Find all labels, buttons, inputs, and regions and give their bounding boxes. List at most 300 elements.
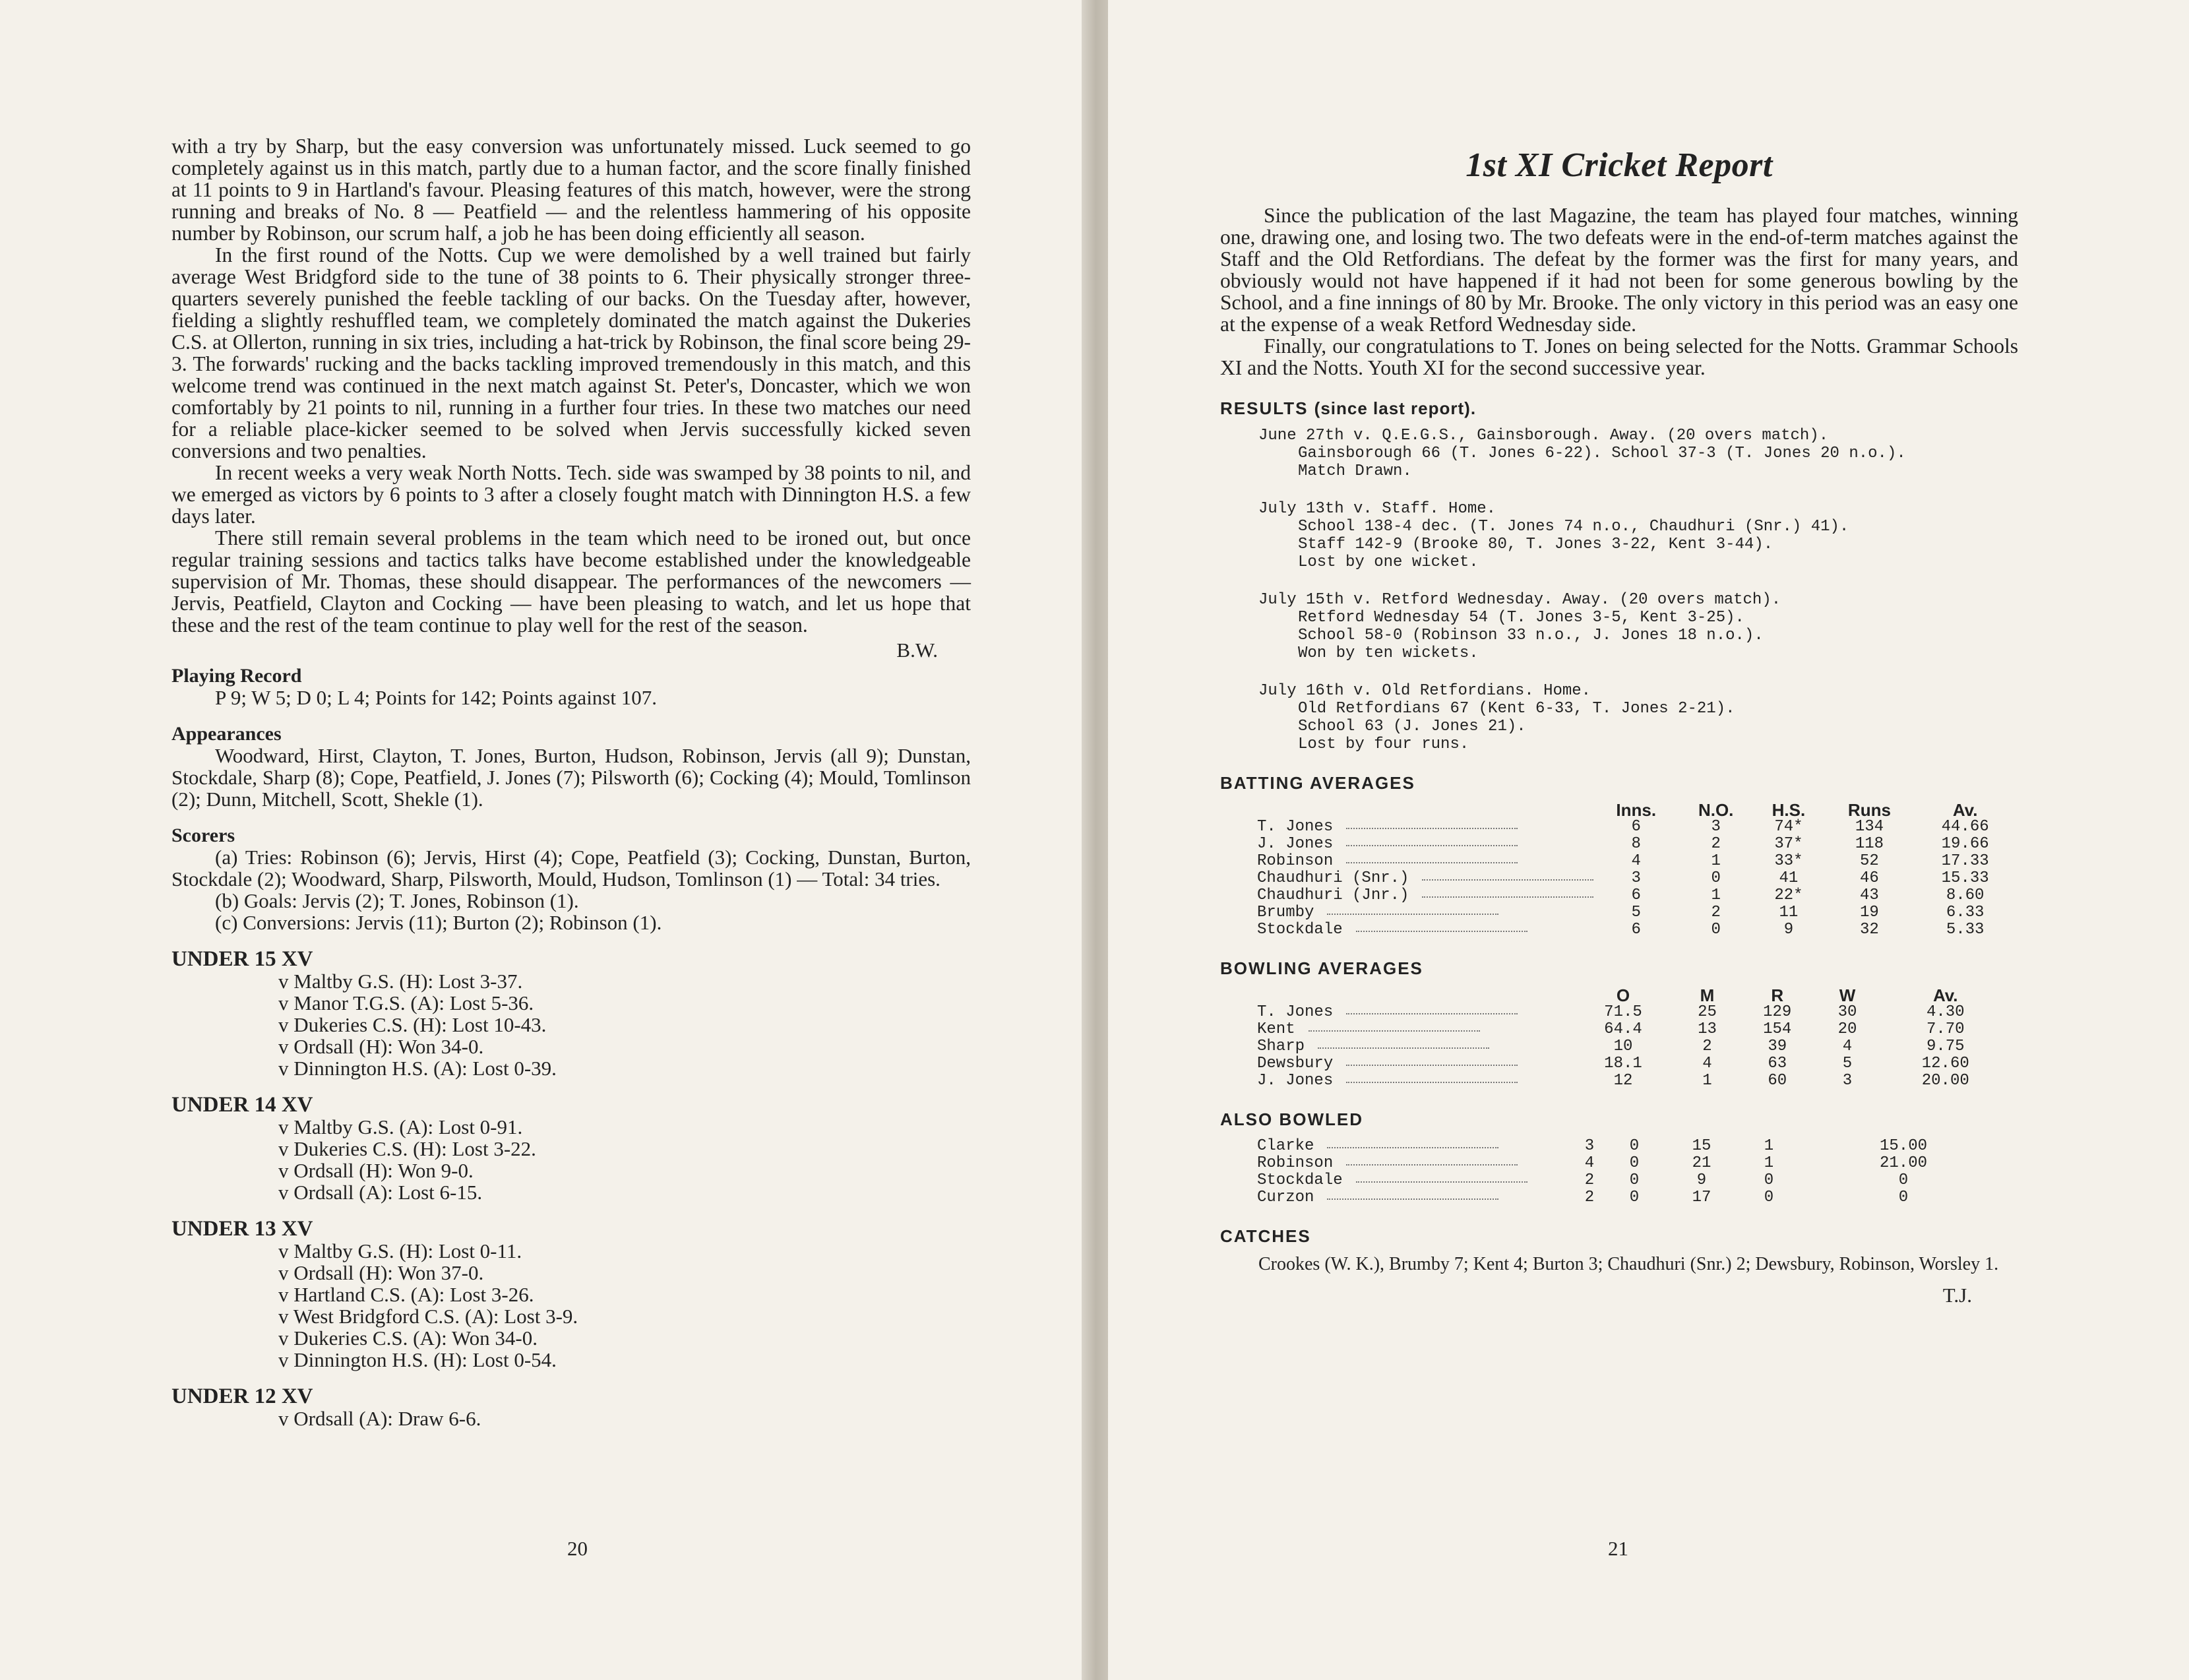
cell-value: 19: [1860, 904, 1879, 921]
table-header-cell: R: [1771, 985, 1784, 1005]
table-cell: [1875, 1038, 2016, 1055]
table-cell: [1567, 1073, 1679, 1090]
table-cell: [1593, 853, 1679, 870]
leader-dots: [1309, 1026, 1480, 1032]
table-cell: [1915, 921, 2016, 939]
leader-dots: [1346, 841, 1518, 846]
cell-value: 20.00: [1921, 1072, 1969, 1090]
result-block: [1220, 682, 2018, 753]
leader-dots: [1346, 1078, 1518, 1083]
result-line: Gainsborough 66 (T. Jones 6-22). School 37-3 (T. Jones 20 n.o.).: [1298, 445, 1906, 462]
table-cell: [1824, 887, 1915, 904]
result-line: School 138-4 dec. (T. Jones 74 n.o., Chaudhuri (Snr.) 41).: [1298, 518, 1849, 536]
table-cell: [1679, 1073, 1735, 1090]
cell-value: 0: [1764, 1171, 1774, 1189]
table-cell: [1791, 1189, 2016, 1206]
table-cell: [1567, 1038, 1679, 1055]
cell-value: 1: [1711, 887, 1721, 904]
catches-text: [1220, 1255, 2018, 1274]
cell-value: 0: [1629, 1154, 1640, 1172]
player-name-text: Stockdale: [1257, 921, 1343, 939]
table-cell: [1819, 1004, 1875, 1021]
match-result: v West Bridgford C.S. (A): Lost 3-9.: [278, 1305, 578, 1328]
player-name: [1257, 1055, 1567, 1073]
result-line: Lost by four runs.: [1298, 735, 1469, 753]
table-cell: [1915, 819, 2016, 836]
table-cell: [1915, 904, 2016, 921]
leader-dots: [1346, 1160, 1518, 1166]
player-name: [1257, 836, 1593, 853]
cell-value: 21: [1692, 1154, 1711, 1172]
table-cell: [1679, 870, 1753, 887]
team-heading: UNDER 14 XV: [171, 1093, 313, 1117]
player-name-text: Clarke: [1257, 1137, 1314, 1155]
bowling-heading: BOWLING AVERAGES: [1220, 958, 1423, 978]
leader-dots: [1327, 1143, 1498, 1148]
result-block: [1220, 427, 2018, 480]
cell-value: 32: [1860, 921, 1879, 939]
table-cell: [1735, 1021, 1820, 1038]
scorers-goals: (b) Goals: Jervis (2); T. Jones, Robinson (1).: [215, 889, 579, 912]
cell-value: 25: [1698, 1003, 1717, 1021]
table-cell: [1824, 921, 1915, 939]
table-header-row: [1257, 801, 2016, 819]
table-cell: [1679, 1021, 1735, 1038]
result-fixture: July 13th v. Staff. Home.: [1258, 500, 1496, 518]
table-cell: [1746, 1138, 1791, 1155]
player-name: [1257, 1021, 1567, 1038]
match-result: v Dukeries C.S. (A): Won 34-0.: [278, 1326, 538, 1350]
results-list: [1220, 427, 2018, 753]
leader-dots: [1422, 892, 1593, 898]
table-header-cell: Runs: [1847, 800, 1891, 820]
table-cell: [1915, 836, 2016, 853]
table-cell: [1824, 819, 1915, 836]
cell-value: 9: [1696, 1171, 1707, 1189]
table-cell: [1567, 1155, 1612, 1172]
signature: B.W.: [896, 638, 938, 662]
cell-value: 1: [1702, 1072, 1712, 1090]
leader-dots: [1346, 1009, 1518, 1014]
table-cell: [1567, 1021, 1679, 1038]
table-cell: [1657, 1189, 1746, 1206]
player-name: [1257, 921, 1593, 939]
player-name-text: Curzon: [1257, 1189, 1314, 1206]
cell-value: 0: [1711, 869, 1721, 887]
player-name-text: Chaudhuri (Jnr.): [1257, 887, 1409, 904]
team-heading: UNDER 15 XV: [171, 947, 313, 971]
page-title: 1st XI Cricket Report: [1465, 146, 1773, 184]
cell-value: 17: [1692, 1189, 1711, 1206]
table-cell: [1567, 1138, 1612, 1155]
cell-value: 0: [1629, 1171, 1640, 1189]
cell-value: 2: [1711, 835, 1721, 853]
match-result: v Ordsall (A): Draw 6-6.: [278, 1407, 481, 1430]
table-cell: [1753, 921, 1824, 939]
catches-list: Crookes (W. K.), Brumby 7; Kent 4; Burton 3; Chaudhuri (Snr.) 2; Dewsbury, Robinson, Worsley 1.: [1258, 1254, 1999, 1274]
cell-value: 12: [1613, 1072, 1633, 1090]
cell-value: 4: [1702, 1055, 1712, 1073]
table-cell: [1679, 853, 1753, 870]
table-cell: [1679, 836, 1753, 853]
cell-value: 2: [1711, 904, 1721, 921]
table-cell: [1679, 1055, 1735, 1073]
leader-dots: [1346, 824, 1518, 829]
cell-value: 46: [1860, 869, 1879, 887]
cell-value: 4.30: [1926, 1003, 1965, 1021]
table-cell: [1593, 836, 1679, 853]
result-line: Old Retfordians 67 (Kent 6-33, T. Jones 2-21).: [1298, 700, 1735, 718]
match-result: v Maltby G.S. (H): Lost 0-11.: [278, 1239, 522, 1262]
leader-dots: [1346, 1061, 1518, 1066]
match-result: v Manor T.G.S. (A): Lost 5-36.: [278, 991, 534, 1014]
cell-value: 3: [1631, 869, 1641, 887]
table-cell: [1679, 819, 1753, 836]
player-name-text: Kent: [1257, 1020, 1295, 1038]
match-result: v Ordsall (H): Won 37-0.: [278, 1261, 484, 1284]
cell-value: 1: [1764, 1137, 1774, 1155]
table-row: [1257, 853, 2016, 870]
leader-dots: [1356, 1177, 1527, 1183]
cell-value: 71.5: [1604, 1003, 1642, 1021]
table-row: [1257, 1073, 2016, 1090]
appearances-heading: Appearances: [171, 723, 282, 745]
cell-value: 19.66: [1941, 835, 1989, 853]
match-result: v Ordsall (H): Won 34-0.: [278, 1035, 484, 1058]
table-row: [1257, 1004, 2016, 1021]
player-name-text: J. Jones: [1257, 835, 1334, 853]
cell-value: 3: [1842, 1072, 1853, 1090]
table-cell: [1753, 836, 1824, 853]
table-row: [1257, 1055, 2016, 1073]
result-line: School 63 (J. Jones 21).: [1298, 718, 1526, 735]
table-cell: [1753, 853, 1824, 870]
table-cell: [1593, 921, 1679, 939]
rugby-report-text: [171, 135, 971, 636]
cell-value: 12.60: [1921, 1055, 1969, 1073]
table-cell: [1915, 870, 2016, 887]
cell-value: 2: [1584, 1171, 1595, 1189]
cell-value: 8.60: [1946, 887, 1985, 904]
leader-dots: [1422, 875, 1593, 881]
player-name: [1257, 1038, 1567, 1055]
table-cell: [1679, 1038, 1735, 1055]
table-cell: [1875, 1073, 2016, 1090]
result-line: Retford Wednesday 54 (T. Jones 3-5, Kent 3-25).: [1298, 609, 1744, 627]
table-cell: [1679, 1004, 1735, 1021]
cell-value: 15.33: [1941, 869, 1989, 887]
table-row: [1257, 870, 2016, 887]
cell-value: 8: [1631, 835, 1641, 853]
cell-value: 41: [1779, 869, 1799, 887]
table-cell: [1593, 870, 1679, 887]
also-bowled-heading: ALSO BOWLED: [1220, 1109, 1363, 1129]
table-cell: [1824, 904, 1915, 921]
result-fixture: June 27th v. Q.E.G.S., Gainsborough. Away. (20 overs match).: [1258, 427, 1829, 445]
table-cell: [1679, 887, 1753, 904]
player-name: [1257, 1172, 1567, 1189]
cell-value: 9: [1783, 921, 1794, 939]
cell-value: 13: [1698, 1020, 1717, 1038]
leader-dots: [1318, 1043, 1489, 1049]
cell-value: 30: [1837, 1003, 1857, 1021]
table-cell: [1567, 1004, 1679, 1021]
player-name: [1257, 887, 1593, 904]
catches-heading: CATCHES: [1220, 1226, 1311, 1246]
paragraph: Since the publication of the last Magazine, the team has played four matches, winning one, drawing one, and losing two. The two defeats were in the end-of-term matches against the Staff and the Old Retfordians. The defeat by the former was the first for many years, and obviously would not have happened if it had not been for some generous bowling by the School, and a fine innings of 80 by Mr. Brooke. The only victory in this period was an easy one at the expense of a weak Retford Wednesday side.: [1220, 204, 2018, 336]
table-header-cell: N.O.: [1698, 800, 1734, 820]
table-cell: [1612, 1138, 1657, 1155]
table-header-spacer: [1257, 987, 1567, 1004]
leader-dots: [1356, 927, 1527, 932]
rugby-report-column: [171, 135, 971, 1429]
match-result: v Hartland C.S. (A): Lost 3-26.: [278, 1283, 534, 1306]
match-result: v Dukeries C.S. (H): Lost 10-43.: [278, 1013, 547, 1036]
cell-value: 129: [1763, 1003, 1792, 1021]
paragraph: In recent weeks a very weak North Notts. Tech. side was swamped by 38 points to nil, and we emerged as victors by 6 points to 3 after a closely fought match with Dinnington H.S. a few days later.: [171, 461, 971, 528]
table-row: [1257, 1038, 2016, 1055]
leader-dots: [1327, 1195, 1498, 1200]
player-name: [1257, 1155, 1567, 1172]
table-row: [1257, 1172, 2016, 1189]
table-cell: [1612, 1155, 1657, 1172]
leader-dots: [1346, 858, 1518, 863]
table-cell: [1819, 1073, 1875, 1090]
table-header-cell: M: [1700, 985, 1715, 1005]
cricket-report-text: [1220, 204, 2018, 379]
table-cell: [1824, 836, 1915, 853]
cell-value: 2: [1702, 1038, 1712, 1055]
table-header-row: [1257, 987, 2016, 1004]
result-fixture: July 16th v. Old Retfordians. Home.: [1258, 682, 1591, 700]
table-header-cell: H.S.: [1772, 800, 1806, 820]
cell-value: 0: [1629, 1189, 1640, 1206]
paragraph: In the first round of the Notts. Cup we were demolished by a well trained but fairly average West Bridgford side to the tune of 38 points to 6. Their physically stronger three-quarters severely punished the feeble tackling of our backs. On the Tuesday after, however, fielding a slightly reshuffled team, we completely dominated the match against the Dukeries C.S. at Ollerton, running in six tries, including a hat-trick by Robinson, the final score being 29-3. The forwards' rucking and the backs tackling improved tremendously in this match, and this welcome trend was continued in the next match against St. Peter's, Doncaster, which we won comfortably by 21 points to nil, running in a further four tries. In these two matches our need for a reliable place-kicker seemed to be solved when Jervis successfully kicked seven conversions and two penalties.: [171, 243, 971, 462]
leader-dots: [1327, 910, 1498, 915]
table-cell: [1753, 870, 1824, 887]
player-name-text: T. Jones: [1257, 818, 1334, 836]
cell-value: 4: [1584, 1154, 1595, 1172]
cell-value: 21.00: [1879, 1154, 1927, 1172]
match-result: v Ordsall (A): Lost 6-15.: [278, 1181, 483, 1204]
cell-value: 33*: [1774, 852, 1803, 870]
results-heading: [1220, 398, 2018, 419]
cell-value: 22*: [1774, 887, 1803, 904]
cell-value: 15.00: [1879, 1137, 1927, 1155]
table-cell: [1612, 1172, 1657, 1189]
player-name: [1257, 870, 1593, 887]
table-header-cell: Av.: [1932, 985, 1958, 1005]
table-cell: [1875, 1055, 2016, 1073]
table-cell: [1746, 1172, 1791, 1189]
scorers-conversions: (c) Conversions: Jervis (11); Burton (2); Robinson (1).: [215, 911, 662, 934]
player-name: [1257, 1073, 1567, 1090]
bowling-table: [1257, 987, 2016, 1090]
table-row: [1257, 1189, 2016, 1206]
table-header-cell: O: [1616, 985, 1630, 1005]
page-number-left: 20: [567, 1537, 588, 1560]
table-cell: [1657, 1155, 1746, 1172]
cell-value: 1: [1711, 852, 1721, 870]
table-cell: [1593, 904, 1679, 921]
cell-value: 15: [1692, 1137, 1711, 1155]
batting-heading: BATTING AVERAGES: [1220, 773, 1415, 793]
cell-value: 118: [1855, 835, 1884, 853]
table-cell: [1657, 1172, 1746, 1189]
cell-value: 4: [1631, 852, 1641, 870]
cell-value: 11: [1779, 904, 1799, 921]
cell-value: 3: [1711, 818, 1721, 836]
cricket-report-column: [1220, 146, 2018, 1307]
cell-value: 0: [1711, 921, 1721, 939]
table-header-cell: W: [1839, 985, 1856, 1005]
cell-value: 44.66: [1941, 818, 1989, 836]
table-cell: [1753, 887, 1824, 904]
page-number-right: 21: [1608, 1537, 1628, 1560]
table-cell: [1875, 1004, 2016, 1021]
cell-value: 9.75: [1926, 1038, 1965, 1055]
player-name: [1257, 1189, 1567, 1206]
match-result: v Maltby G.S. (H): Lost 3-37.: [278, 970, 523, 993]
player-name: [1257, 853, 1593, 870]
player-name-text: Robinson: [1257, 1154, 1334, 1172]
table-cell: [1791, 1138, 2016, 1155]
result-block: [1220, 500, 2018, 571]
cell-value: 60: [1768, 1072, 1787, 1090]
cell-value: 5: [1631, 904, 1641, 921]
player-name-text: J. Jones: [1257, 1072, 1334, 1090]
player-name-text: Dewsbury: [1257, 1055, 1334, 1073]
paragraph: There still remain several problems in the team which need to be ironed out, but once regular training sessions and tactics talks have become established under the knowledgeable supervision of Mr. Thomas, these should disappear. The performances of the newcomers — Jervis, Peatfield, Clayton and Cocking — have been pleasing to watch, and let us hope that these and the rest of the team continue to play well for the rest of the season.: [171, 526, 971, 637]
table-row: [1257, 904, 2016, 921]
appearances-text: Woodward, Hirst, Clayton, T. Jones, Burton, Hudson, Robinson, Jervis (all 9); Dunstan, Stockdale, Sharp (8); Cope, Peatfield, J. Jones (7); Pilsworth (6); Cocking (4); Mould, Tomlinson (2); Dunn, Mitchell, Scott, Shekle (1).: [171, 744, 971, 811]
table-cell: [1657, 1138, 1746, 1155]
match-result: v Dukeries C.S. (H): Lost 3-22.: [278, 1137, 536, 1160]
table-cell: [1819, 1038, 1875, 1055]
player-name-text: Chaudhuri (Snr.): [1257, 869, 1409, 887]
table-header-cell: Inns.: [1616, 800, 1657, 820]
cell-value: 1: [1764, 1154, 1774, 1172]
cell-value: 2: [1584, 1189, 1595, 1206]
result-line: Won by ten wickets.: [1298, 644, 1479, 662]
results-heading-label: RESULTS: [1220, 398, 1309, 418]
player-name-text: Brumby: [1257, 904, 1314, 921]
cell-value: 10: [1613, 1038, 1633, 1055]
table-cell: [1735, 1055, 1820, 1073]
cell-value: 20: [1837, 1020, 1857, 1038]
table-row: [1257, 819, 2016, 836]
cell-value: 64.4: [1604, 1020, 1642, 1038]
table-cell: [1567, 1172, 1612, 1189]
table-cell: [1746, 1189, 1791, 1206]
table-row: [1257, 1138, 2016, 1155]
team-heading: UNDER 12 XV: [171, 1384, 313, 1408]
result-fixture: July 15th v. Retford Wednesday. Away. (20 overs match).: [1258, 591, 1781, 609]
cell-value: 5.33: [1946, 921, 1985, 939]
table-cell: [1791, 1155, 2016, 1172]
match-result: v Ordsall (H): Won 9-0.: [278, 1159, 474, 1182]
cell-value: 6: [1631, 818, 1641, 836]
cell-value: 18.1: [1604, 1055, 1642, 1073]
cell-value: 3: [1584, 1137, 1595, 1155]
cell-value: 43: [1860, 887, 1879, 904]
paragraph: Finally, our congratulations to T. Jones on being selected for the Notts. Grammar Schools XI and the Notts. Youth XI for the second successive year.: [1220, 334, 2018, 379]
table-cell: [1567, 1189, 1612, 1206]
player-name-text: T. Jones: [1257, 1003, 1334, 1021]
result-line: Match Drawn.: [1298, 462, 1412, 480]
table-cell: [1593, 887, 1679, 904]
table-cell: [1824, 853, 1915, 870]
table-cell: [1679, 904, 1753, 921]
playing-record-text: P 9; W 5; D 0; L 4; Points for 142; Points against 107.: [215, 686, 657, 709]
table-cell: [1819, 1021, 1875, 1038]
signature: T.J.: [1942, 1284, 1972, 1307]
result-block: [1220, 591, 2018, 662]
table-cell: [1735, 1038, 1820, 1055]
also-bowled-table: [1257, 1138, 2016, 1206]
player-name-text: Robinson: [1257, 852, 1334, 870]
left-page: [0, 0, 1087, 1680]
cell-value: 0: [1898, 1189, 1909, 1206]
cell-value: 154: [1763, 1020, 1792, 1038]
cell-value: 39: [1768, 1038, 1787, 1055]
cell-value: 7.70: [1926, 1020, 1965, 1038]
cell-value: 0: [1898, 1171, 1909, 1189]
result-line: Lost by one wicket.: [1298, 553, 1479, 571]
cell-value: 6.33: [1946, 904, 1985, 921]
cell-value: 63: [1768, 1055, 1787, 1073]
cell-value: 4: [1842, 1038, 1853, 1055]
table-cell: [1593, 819, 1679, 836]
cell-value: 0: [1629, 1137, 1640, 1155]
cell-value: 6: [1631, 887, 1641, 904]
table-cell: [1679, 921, 1753, 939]
paragraph: with a try by Sharp, but the easy conversion was unfortunately missed. Luck seemed to go completely against us in this match, partly due to a human factor, and the score finally finished at 11 points to 9 in Hartland's favour. Pleasing features of this match, however, were the strong running and breaks of No. 8 — Peatfield — and the relentless hammering of his opposite number by Robinson, our scrum half, a job he has been doing efficiently all season.: [171, 135, 971, 245]
playing-record-heading: Playing Record: [171, 665, 302, 687]
match-result: v Dinnington H.S. (H): Lost 0-54.: [278, 1348, 557, 1371]
table-cell: [1567, 1055, 1679, 1073]
table-row: [1257, 836, 2016, 853]
player-name-text: Sharp: [1257, 1038, 1305, 1055]
cell-value: 134: [1855, 818, 1884, 836]
table-row: [1257, 1021, 2016, 1038]
player-name: [1257, 1004, 1567, 1021]
cell-value: 0: [1764, 1189, 1774, 1206]
table-row: [1257, 921, 2016, 939]
player-name: [1257, 1138, 1567, 1155]
table-row: [1257, 887, 2016, 904]
table-row: [1257, 1155, 2016, 1172]
cell-value: 37*: [1774, 835, 1803, 853]
table-cell: [1746, 1155, 1791, 1172]
table-cell: [1915, 853, 2016, 870]
scorers-tries: (a) Tries: Robinson (6); Jervis, Hirst (4); Cope, Peatfield (3); Cocking, Dunstan, Burton, Stockdale (2); Woodward, Sharp, Pilsworth, Mould, Hudson, Tomlinson (1) — Total: 34 tries.: [171, 846, 971, 890]
table-header-spacer: [1257, 801, 1593, 819]
table-cell: [1819, 1055, 1875, 1073]
results-subheading: (since last report).: [1314, 398, 1477, 418]
table-cell: [1753, 904, 1824, 921]
junior-teams: [171, 948, 971, 1429]
batting-table: [1257, 801, 2016, 939]
table-cell: [1753, 819, 1824, 836]
team-heading: UNDER 13 XV: [171, 1217, 313, 1241]
cell-value: 6: [1631, 921, 1641, 939]
match-result: v Maltby G.S. (A): Lost 0-91.: [278, 1115, 523, 1138]
result-line: School 58-0 (Robinson 33 n.o., J. Jones 18 n.o.).: [1298, 627, 1764, 644]
result-line: Staff 142-9 (Brooke 80, T. Jones 3-22, Kent 3-44).: [1298, 536, 1773, 553]
cell-value: 52: [1860, 852, 1879, 870]
table-cell: [1915, 887, 2016, 904]
